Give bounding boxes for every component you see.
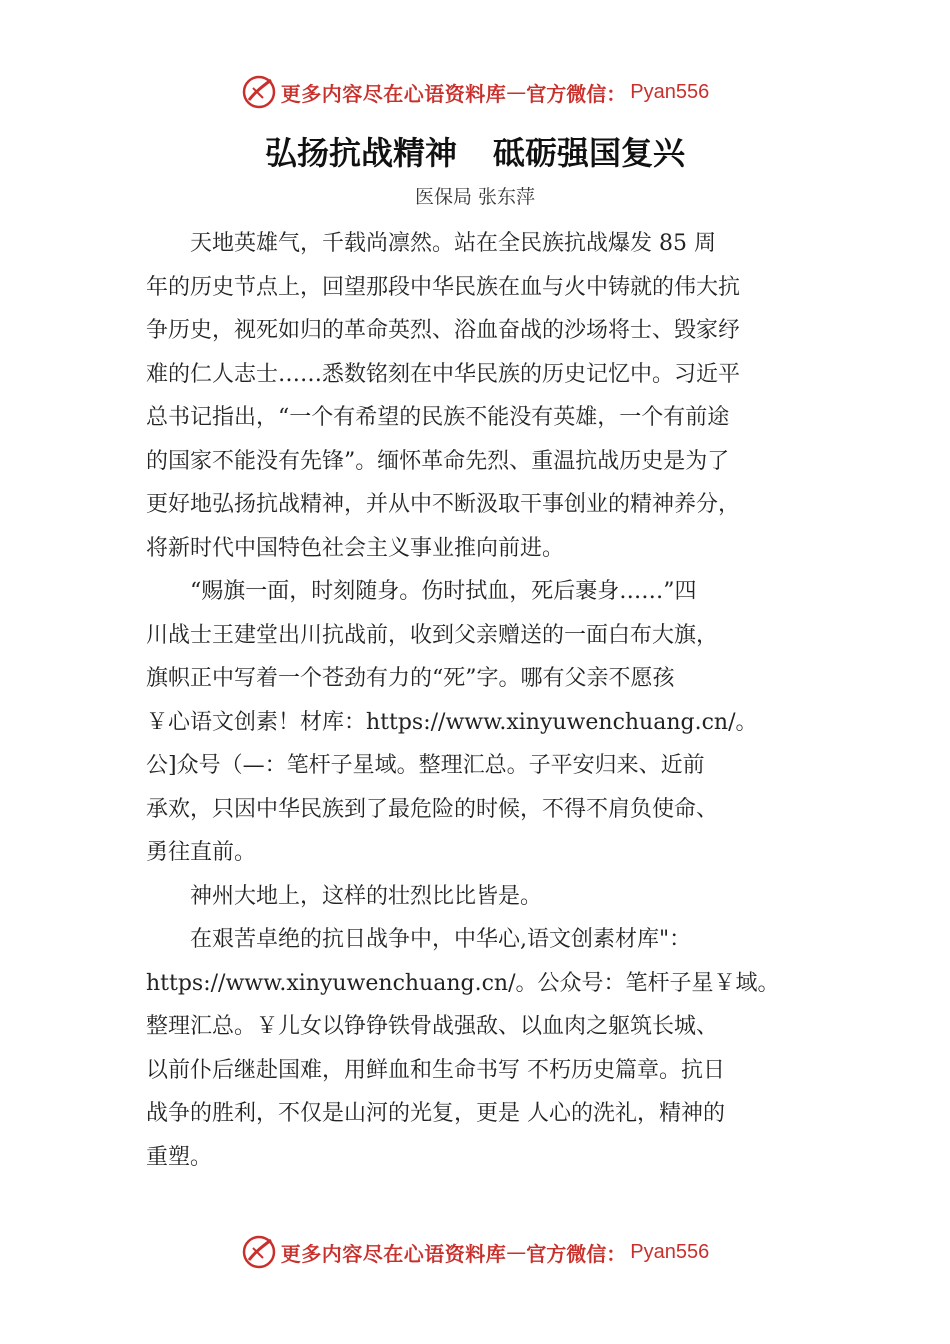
- text-line: 将新时代中国特色社会主义事业推向前进。: [146, 535, 565, 561]
- footer-wechat-id: Pyan556: [630, 1240, 710, 1263]
- text-line: “赐旗一面，时刻随身。伤时拭血，死后裹身……”四: [146, 579, 697, 604]
- article-body: [146, 222, 826, 1179]
- text-line: 更好地弘扬抗战精神，并从中不断汲取干事创业的精神养分，: [146, 492, 741, 517]
- text-line: 川战士王建堂出川抗战前，收到父亲赠送的一面白布大旗，: [146, 622, 719, 648]
- text-line: 战争的胜利，不仅是山河的光复，更是 人心的洗礼，精神的: [146, 1101, 725, 1126]
- text-line: 的国家不能没有先锋”。缅怀革命先烈、重温抗战历史是为了: [146, 448, 730, 474]
- footer-banner-text: 更多内容尽在心语资料库: [280, 1241, 507, 1266]
- header-wechat-id: Pyan556: [630, 80, 710, 103]
- text-line: 神州大地上，这样的壮烈比比皆是。: [146, 883, 543, 909]
- author-line: 医保局 张东萍: [414, 186, 536, 208]
- title-part-2: 砥砺强国复兴: [493, 134, 686, 172]
- brush-logo-icon: [241, 1234, 277, 1270]
- header-wechat-label: 官方微信：: [526, 81, 627, 106]
- footer-banner: [0, 1232, 950, 1272]
- header-banner-separator: —: [506, 80, 527, 104]
- text-line: 公]众号（—：笔杆子星域。整理汇总。子平安归来、近前: [146, 753, 705, 778]
- text-line: 总书记指出，“一个有希望的民族不能没有英雄，一个有前途: [146, 405, 730, 430]
- text-line: 旗帜正中写着一个苍劲有力的“死”字。哪有父亲不愿孩: [146, 666, 675, 691]
- text-line: ￥心语文创素！材库：https://www.xinyuwenchuang.cn/。: [146, 709, 758, 735]
- text-line: 在艰苦卓绝的抗日战争中，中华心,语文创素材库"：: [146, 927, 692, 952]
- page-title: [0, 128, 950, 174]
- text-line: 天地英雄气，千载尚凛然。站在全民族抗战爆发 85 周: [146, 231, 716, 256]
- text-line: 承欢，只因中华民族到了最危险的时候，不得不肩负使命、: [146, 796, 719, 822]
- footer-banner-separator: —: [506, 1240, 527, 1264]
- header-banner: [0, 72, 950, 112]
- footer-wechat-label: 官方微信：: [526, 1241, 627, 1266]
- header-banner-text: 更多内容尽在心语资料库: [280, 81, 507, 106]
- text-line: 难的仁人志士……悉数铭刻在中华民族的历史记忆中。习近平: [146, 361, 741, 387]
- text-line: 勇往直前。: [146, 840, 257, 865]
- title-part-1: 弘扬抗战精神: [264, 134, 457, 172]
- text-line: 重塑。: [146, 1144, 213, 1170]
- text-line: https://www.xinyuwenchuang.cn/。公众号：笔杆子星￥域。: [146, 970, 780, 996]
- text-line: 以前仆后继赴国难，用鲜血和生命书写 不朽历史篇章。抗日: [146, 1057, 725, 1083]
- text-line: 争历史，视死如归的革命英烈、浴血奋战的沙场将士、毁家纾: [146, 318, 741, 343]
- text-line: 年的历史节点上，回望那段中华民族在血与火中铸就的伟大抗: [146, 274, 741, 300]
- text-line: 整理汇总。￥儿女以铮铮铁骨战强敌、以血肉之躯筑长城、: [146, 1014, 719, 1039]
- brush-logo-icon: [241, 74, 277, 110]
